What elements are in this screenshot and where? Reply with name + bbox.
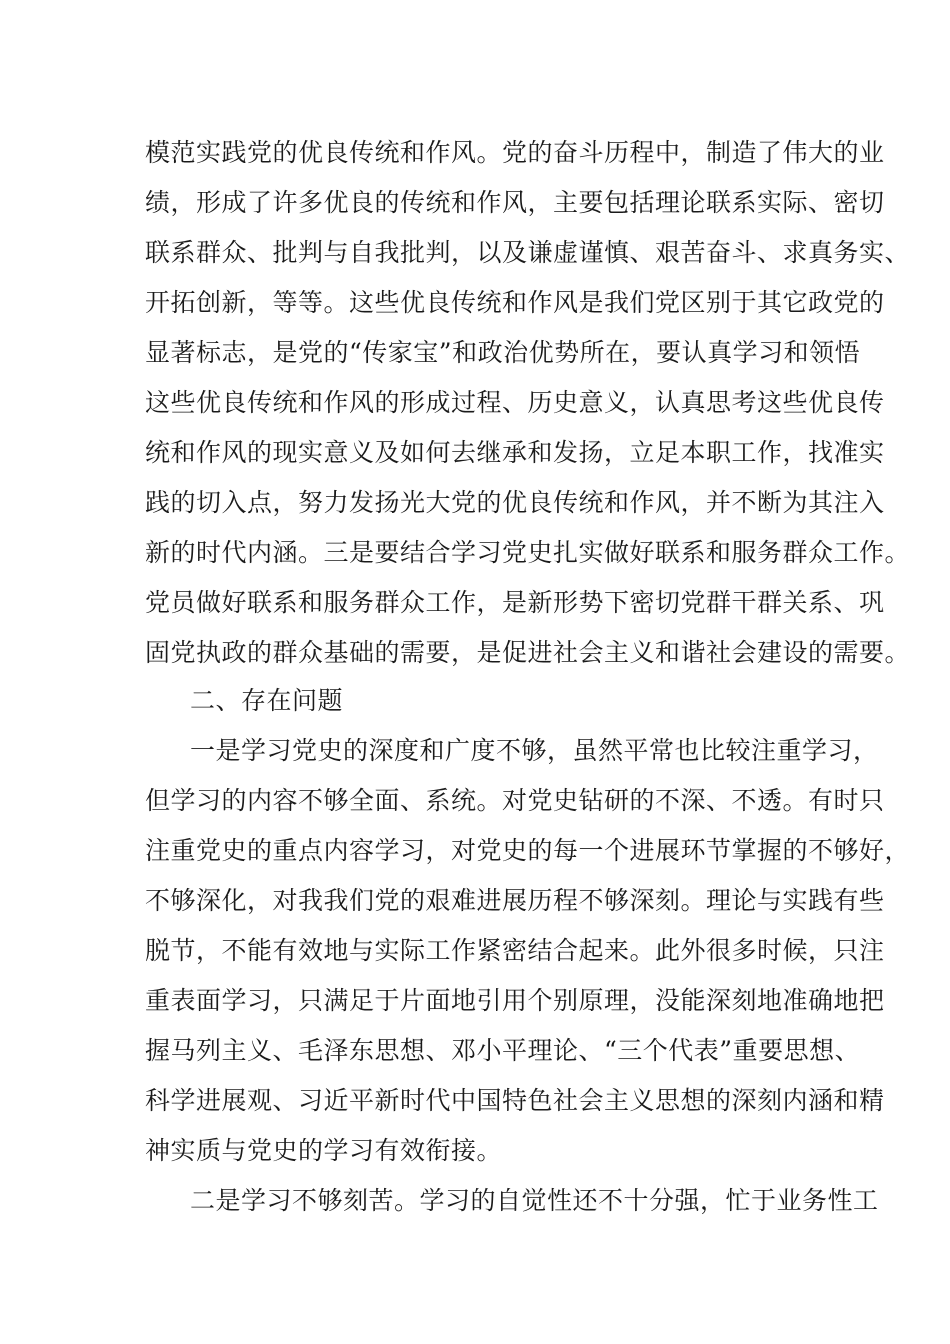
text-line: 但学习的内容不够全面、系统。对党史钻研的不深、不透。有时只 [145, 786, 885, 815]
text-line: 践的切入点，努力发扬光大党的优良传统和作风，并不断为其注入 [145, 488, 885, 517]
section-heading: 二、存在问题 [190, 686, 344, 715]
text-line: 显著标志，是党的“传家宝”和政治优势所在，要认真学习和领悟 [145, 338, 861, 367]
text-line: 党员做好联系和服务群众工作，是新形势下密切党群干群关系、巩 [145, 588, 885, 617]
text-line: 固党执政的群众基础的需要，是促进社会主义和谐社会建设的需要。 [145, 638, 911, 667]
text-line: 新的时代内涵。三是要结合学习党史扎实做好联系和服务群众工作。 [145, 538, 911, 567]
text-line: 重表面学习，只满足于片面地引用个别原理，没能深刻地准确地把 [145, 986, 885, 1015]
text-line: 注重党史的重点内容学习，对党史的每一个进展环节掌握的不够好， [145, 836, 911, 865]
text-line: 开拓创新，等等。这些优良传统和作风是我们党区别于其它政党的 [145, 288, 885, 317]
text-line: 统和作风的现实意义及如何去继承和发扬，立足本职工作，找准实 [145, 438, 885, 467]
text-line: 这些优良传统和作风的形成过程、历史意义，认真思考这些优良传 [145, 388, 885, 417]
text-line: 握马列主义、毛泽东思想、邓小平理论、“三个代表”重要思想、 [145, 1036, 861, 1065]
paragraph-first-line: 一是学习党史的深度和广度不够，虽然平常也比较注重学习， [190, 736, 879, 765]
text-line: 脱节，不能有效地与实际工作紧密结合起来。此外很多时候，只注 [145, 936, 885, 965]
text-line: 不够深化，对我我们党的艰难进展历程不够深刻。理论与实践有些 [145, 886, 885, 915]
text-line: 神实质与党史的学习有效衔接。 [145, 1136, 503, 1165]
text-line: 联系群众、批判与自我批判，以及谦虚谨慎、艰苦奋斗、求真务实、 [145, 238, 911, 267]
text-line: 绩，形成了许多优良的传统和作风，主要包括理论联系实际、密切 [145, 188, 885, 217]
text-line: 科学进展观、习近平新时代中国特色社会主义思想的深刻内涵和精 [145, 1086, 885, 1115]
text-line: 模范实践党的优良传统和作风。党的奋斗历程中，制造了伟大的业 [145, 138, 885, 167]
paragraph-first-line: 二是学习不够刻苦。学习的自觉性还不十分强，忙于业务性工 [190, 1186, 879, 1215]
